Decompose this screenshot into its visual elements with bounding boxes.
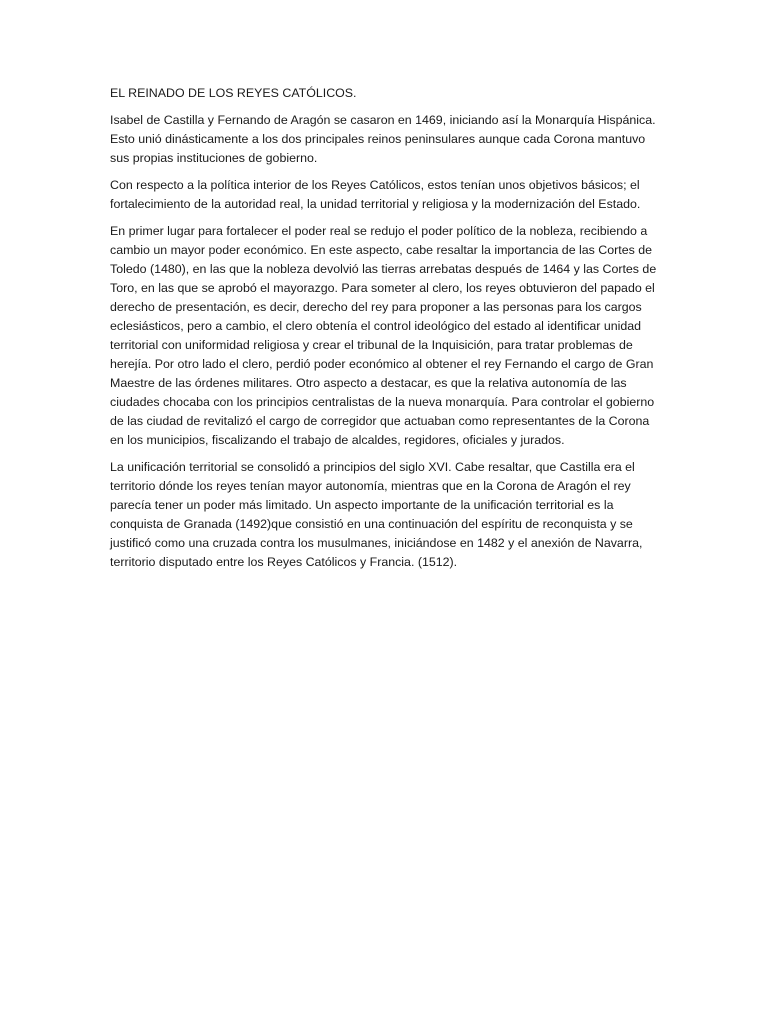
paragraph-intro: Isabel de Castilla y Fernando de Aragón se casaron en 1469, iniciando así la Monarquía Hispánica. Esto unió dinásticamente a los dos principales reinos peninsulares aunque cada Corona mantuvo sus propias instituciones de gobierno.: [110, 113, 656, 165]
paragraph-territorial-unification: La unificación territorial se consolidó a principios del siglo XVI. Cabe resaltar, que Castilla era el territorio dónde los reyes tenían mayor autonomía, mientras que en la Corona de Aragón el rey parecía tener un poder más limitado. Un aspecto importante de la unificación territorial es la conquista de Granada (1492)que consistió en una continuación del espíritu de reconquista y se justificó como una cruzada contra los musulmanes, iniciándose en 1482 y el anexión de Navarra, territorio disputado entre los Reyes Católicos y Francia. (1512).: [110, 460, 643, 569]
paragraph-objectives: Con respecto a la política interior de los Reyes Católicos, estos tenían unos objetivos básicos; el fortalecimiento de la autoridad real, la unidad territorial y religiosa y la modernización del Estado.: [110, 178, 641, 211]
document-title: EL REINADO DE LOS REYES CATÓLICOS.: [110, 86, 357, 100]
document-body: [110, 84, 662, 580]
paragraph-royal-power: En primer lugar para fortalecer el poder real se redujo el poder político de la nobleza, recibiendo a cambio un mayor poder económico. En este aspecto, cabe resaltar la importancia de las Cortes de Toledo (1480), en las que la nobleza devolvió las tierras arrebatas después de 1464 y las Cortes de Toro, en las que se aprobó el mayorazgo. Para someter al clero, los reyes obtuvieron del papado el derecho de presentación, es decir, derecho del rey para proponer a las personas para los cargos eclesiásticos, pero a cambio, el clero obtenía el control ideológico del estado al identificar unidad territorial con uniformidad religiosa y crear el tribunal de la Inquisición, para tratar problemas de herejía. Por otro lado el clero, perdió poder económico al obtener el rey Fernando el cargo de Gran Maestre de las órdenes militares. Otro aspecto a destacar, es que la relativa autonomía de las ciudades chocaba con los principios centralistas de la nueva monarquía. Para controlar el gobierno de las ciudad de revitalizó el cargo de corregidor que actuaban como representantes de la Corona en los municipios, fiscalizando el trabajo de alcaldes, regidores, oficiales y jurados.: [110, 224, 657, 447]
